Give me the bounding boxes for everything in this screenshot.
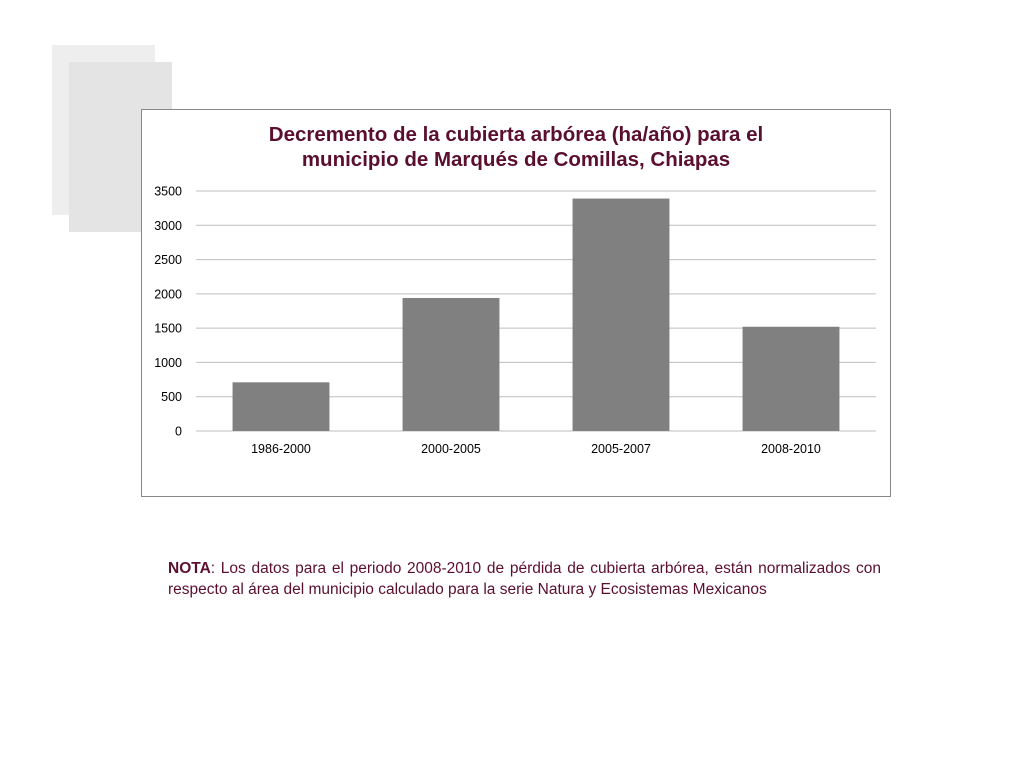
bar-chart: [142, 110, 890, 496]
chart-title-line-2: municipio de Marqués de Comillas, Chiapas: [301, 148, 731, 171]
x-tick-label: 2008-2010: [761, 442, 821, 456]
note-label: NOTA: [168, 560, 211, 577]
y-tick-label: 1000: [154, 355, 182, 370]
bar: [233, 382, 330, 431]
chart-title-line-1: Decremento de la cubierta arbórea (ha/año) para el: [268, 123, 764, 146]
y-tick-label: 2500: [154, 253, 182, 268]
y-tick-label: 500: [161, 390, 182, 405]
y-tick-label: 3000: [154, 218, 182, 233]
y-tick-label: 0: [175, 424, 182, 439]
y-tick-label: 3500: [154, 184, 182, 199]
bar: [743, 327, 840, 431]
bar: [403, 298, 500, 431]
x-tick-label: 1986-2000: [251, 442, 311, 456]
y-tick-label: 2000: [154, 287, 182, 302]
y-tick-label: 1500: [154, 321, 182, 336]
x-tick-label: 2005-2007: [591, 442, 651, 456]
x-tick-label: 2000-2005: [421, 442, 481, 456]
chart-container: [141, 109, 891, 497]
note-paragraph: [168, 559, 881, 600]
note-text: : Los datos para el periodo 2008-2010 de pérdida de cubierta arbórea, están normalizados con respecto al área del municipio calculado para la serie Natura y Ecosistemas Mexicanos: [168, 560, 881, 598]
bar: [573, 199, 670, 431]
